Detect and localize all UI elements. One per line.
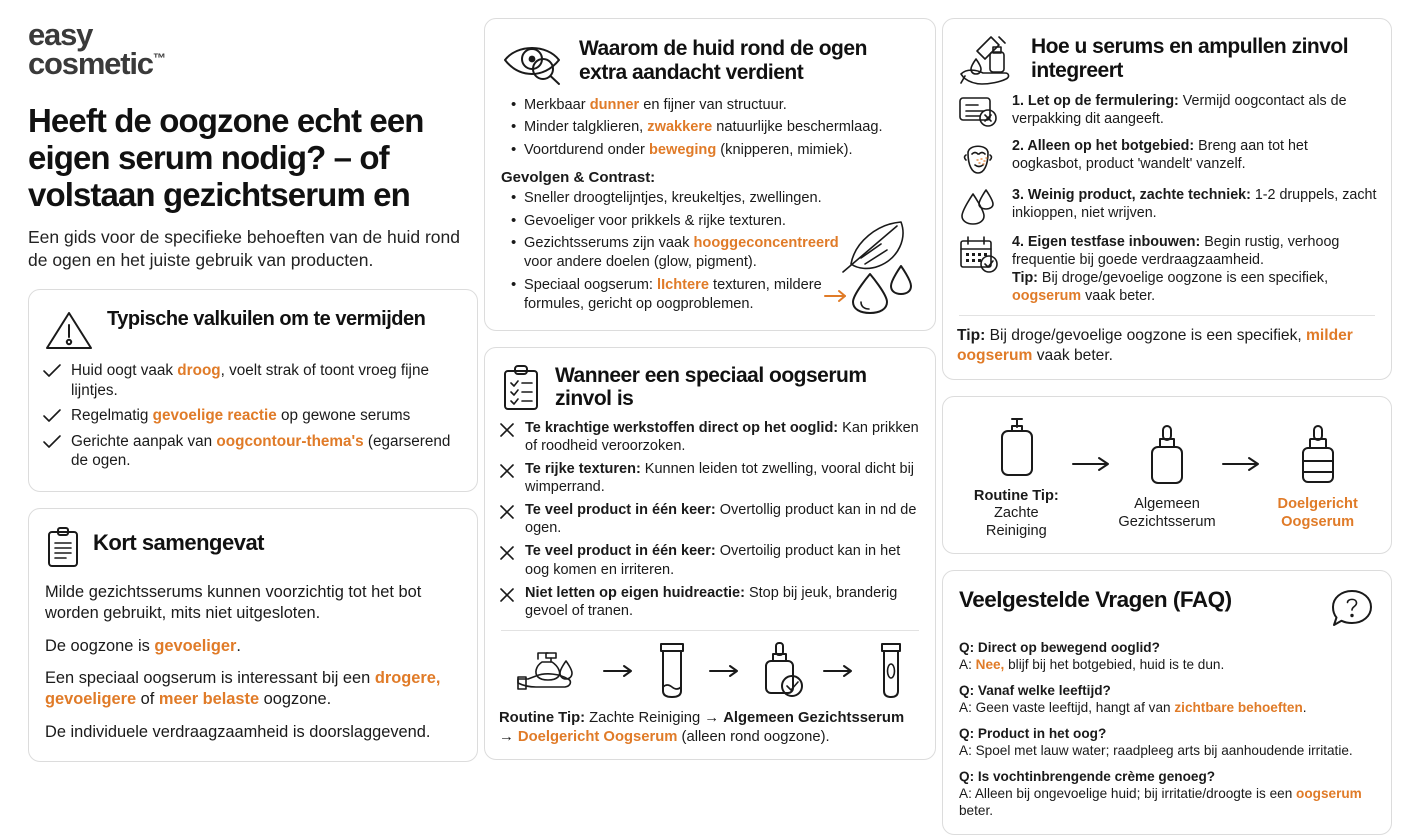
faq-answer: A: Alleen bij ongevoelige huid; bij irritatie/droogte is een oogserum beter.	[959, 785, 1362, 818]
when-text: Te veel product in één keer: Overtoilig product kan in het oog komen en irriteren.	[525, 543, 901, 578]
faq-answer: A: Geen vaste leeftijd, hangt af van zichtbare behoeften.	[959, 699, 1307, 715]
list-item	[957, 233, 1377, 305]
droplet-small-icon	[891, 266, 911, 294]
card-routine-flow	[942, 396, 1392, 554]
summary-header	[45, 525, 461, 570]
card-why	[484, 18, 936, 331]
arrow-right-icon	[602, 663, 636, 679]
faq-item	[959, 769, 1375, 820]
integrate-title: Hoe u serums en ampullen zinvol integreert	[1031, 35, 1349, 82]
arrow-right-icon	[708, 663, 742, 679]
faq-item	[959, 640, 1375, 674]
list-item: • Gevoeliger voor prikkels & rijke texturen.	[511, 212, 871, 231]
faq-question: Q: Direct op bewegend ooglid?	[959, 639, 1160, 655]
faq-question: Q: Is vochtinbrengende crème genoeg?	[959, 768, 1216, 784]
brand-block	[28, 18, 478, 273]
trademark-symbol: ™	[152, 51, 166, 67]
routine-node-label: Doelgericht Oogserum	[1277, 496, 1358, 531]
check-icon	[43, 364, 61, 378]
summary-paragraph: Milde gezichtsserums kunnen voorzichtig tot het bot worden gebruikt, mits niet uitgesloten.	[45, 582, 422, 623]
pitfall-text: Huid oogt vaak droog, voelt strak of toont vroeg fijne lijntjes.	[71, 361, 429, 399]
card-when	[484, 347, 936, 761]
card-faq	[942, 570, 1392, 835]
routine-node	[1114, 423, 1221, 532]
integrate-tip: Tip: Bij droge/gevoelige oogzone is een specifiek, milder oogserum vaak beter.	[957, 327, 1353, 365]
arrow-right-icon	[822, 663, 856, 679]
list-item	[499, 584, 921, 620]
eye-serum-bottle-icon	[1297, 423, 1339, 489]
divider	[501, 630, 919, 631]
list-item: • Voortdurend onder beweging (knipperen, mimiek).	[511, 141, 919, 160]
list-item: • Speciaal oogserum: lIchtere texturen, mildere formules, gericht op oogproblemen.	[511, 276, 871, 315]
right-column	[942, 18, 1392, 835]
faq-title: Veelgestelde Vragen (FAQ)	[959, 586, 1232, 612]
why-decoration	[825, 214, 921, 314]
pump-bottle-icon	[993, 415, 1039, 481]
feather-icon	[843, 222, 903, 272]
cream-tube-icon	[872, 641, 910, 701]
face-icon	[957, 139, 1001, 179]
list-item: • Merkbaar dunner en fijner van structuur.	[511, 96, 919, 115]
why-bullets	[511, 96, 919, 160]
card-integrate	[942, 18, 1392, 380]
droplets-icon	[957, 188, 1001, 226]
brand-logo	[28, 17, 478, 82]
step-text: 3. Weinig product, zachte techniek: 1-2 druppels, zacht inkioppen, niet wrijven.	[1012, 187, 1377, 221]
list-item: • Gezichtsserums zijn vaak hooggeconcentreerd voor andere doelen (glow, pigment).	[511, 234, 871, 273]
hand-dropper-bottle-icon	[957, 34, 1019, 86]
droplet-icon	[853, 274, 887, 313]
why-subheading: Gevolgen & Contrast:	[501, 169, 656, 187]
list-item	[499, 460, 921, 496]
pitfall-text: Regelmatig gevoelige reactie op gewone serums	[71, 407, 411, 425]
pitfalls-title: Typische valkuilen om te vermijden	[107, 307, 426, 330]
why-header	[501, 35, 919, 88]
integrate-header	[957, 33, 1377, 86]
pitfalls-list	[43, 361, 461, 471]
cross-icon	[499, 422, 515, 438]
list-item	[43, 406, 461, 426]
summary-title: Kort samengevat	[93, 529, 265, 555]
list-item	[499, 501, 921, 537]
brand-line-2: cosmetic™	[28, 46, 166, 82]
eye-magnifier-icon	[501, 36, 567, 88]
dropper-check-icon	[758, 641, 806, 701]
when-text: Te krachtige werkstoffen direct op het ooglid: Kan prikken of roodheid veroorzoken.	[525, 419, 919, 454]
list-item	[499, 419, 921, 455]
card-pitfalls	[28, 289, 478, 492]
when-title: Wanneer een speciaal oogserum zinvol is	[555, 363, 867, 411]
cross-icon	[499, 587, 515, 603]
clipboard-icon	[45, 526, 81, 570]
checklist-clipboard-icon	[499, 363, 543, 415]
summary-paragraph: De individuele verdraagzaamheid is doorslaggevend.	[45, 722, 431, 741]
summary-paragraph: Een speciaal oogserum is interessant bij een drogere, gevoeligere of meer belaste oogzone.	[45, 668, 441, 709]
routine-node-label: Routine Tip: Zachte Reiniging	[973, 487, 1059, 540]
page-title: Heeft de oogzone echt een eigen serum nodig? – of volstaan gezichtserum en	[28, 101, 424, 213]
check-icon	[43, 409, 61, 423]
arrow-right-icon	[1220, 455, 1264, 473]
hand-pump-soap-icon	[510, 643, 586, 699]
list-item	[957, 137, 1377, 179]
cross-icon	[499, 504, 515, 520]
when-text: Te rijke texturen: Kunnen leiden tot zwelling, vooral dicht bij wimperrand.	[525, 460, 915, 496]
list-item	[43, 432, 461, 471]
routine-caption: Routine Tip: Zachte Reiniging → Algemeen Gezichtsserum → Doelgericht Oogserum (alleen rond oogzone).	[499, 709, 905, 746]
routine-steps	[953, 411, 1381, 541]
routine-flow-icons	[499, 641, 921, 701]
cross-icon	[499, 545, 515, 561]
list-item: • Minder talgklieren, zwakkere natuurlijke beschermlaag.	[511, 118, 919, 137]
faq-question: Q: Vanaf welke leeftijd?	[959, 682, 1111, 698]
when-text: Te veel product in één keer: Overtollig product kan in nd de ogen.	[525, 502, 917, 537]
step-text: 1. Let op de fermulering: Vermijd oogcontact als de verpakking dit aangeeft.	[1012, 93, 1347, 127]
faq-item	[959, 726, 1375, 760]
faq-question: Q: Product in het oog?	[959, 725, 1107, 741]
why-consequences	[511, 189, 871, 314]
list-item: • Sneller droogtelijntjes, kreukeltjes, zwellingen.	[511, 189, 871, 208]
why-title: Waarom de huid rond de ogen extra aandacht verdient	[579, 37, 867, 84]
routine-node	[963, 415, 1070, 541]
arrow-right-icon	[825, 291, 845, 301]
faq-item	[959, 683, 1375, 717]
list-item	[957, 92, 1377, 130]
divider	[959, 315, 1375, 316]
faq-header	[959, 587, 1375, 631]
card-x-icon	[957, 94, 1001, 130]
list-item	[499, 542, 921, 578]
when-text: Niet letten op eigen huidreactie: Stop bij jeuk, branderig gevoel of tranen.	[525, 584, 898, 619]
left-column	[28, 18, 478, 835]
cross-icon	[499, 463, 515, 479]
routine-node-label: Algemeen Gezichtsserum	[1118, 496, 1216, 531]
check-icon	[43, 435, 61, 449]
when-header	[499, 362, 921, 415]
when-list	[499, 419, 921, 620]
routine-node	[1264, 423, 1371, 532]
serum-bottle-icon	[1146, 423, 1188, 489]
faq-answer: A: Nee, blijf bij het botgebied, huid is te dun.	[959, 656, 1225, 672]
faq-answer: A: Spoel met lauw water; raadpleeg arts bij aanhoudende irritatie.	[959, 742, 1353, 758]
summary-paragraph: De oogzone is gevoeliger.	[45, 636, 241, 655]
list-item	[43, 361, 461, 400]
arrow-right-icon	[1070, 455, 1114, 473]
warning-triangle-icon	[43, 307, 95, 353]
step-text: 2. Alleen op het botgebied: Breng aan tot het oogkasbot, product 'wandelt' vanzelf.	[1012, 138, 1308, 172]
integrate-steps	[957, 92, 1377, 305]
tube-icon	[652, 641, 692, 701]
card-summary	[28, 508, 478, 762]
middle-column	[484, 18, 936, 835]
page-subtitle: Een gids voor de specifieke behoeften van de huid rond de ogen en het juiste gebruik van producten.	[28, 226, 460, 271]
calendar-check-icon	[957, 235, 1001, 275]
step-text: 4. Eigen testfase inbouwen: Begin rustig, verhoog frequentie bij goede verdraagzaamheid. Tip: Bij droge/gevoelige oogzone is een specifiek, oogserum vaak beter.	[1012, 234, 1340, 304]
question-bubble-icon	[1329, 587, 1375, 631]
list-item	[957, 186, 1377, 226]
brand-line-1: easy	[28, 17, 93, 52]
pitfall-text: Gerichte aanpak van oogcontour-thema's (egarserend de ogen.	[71, 432, 451, 470]
pitfalls-header	[43, 306, 461, 353]
